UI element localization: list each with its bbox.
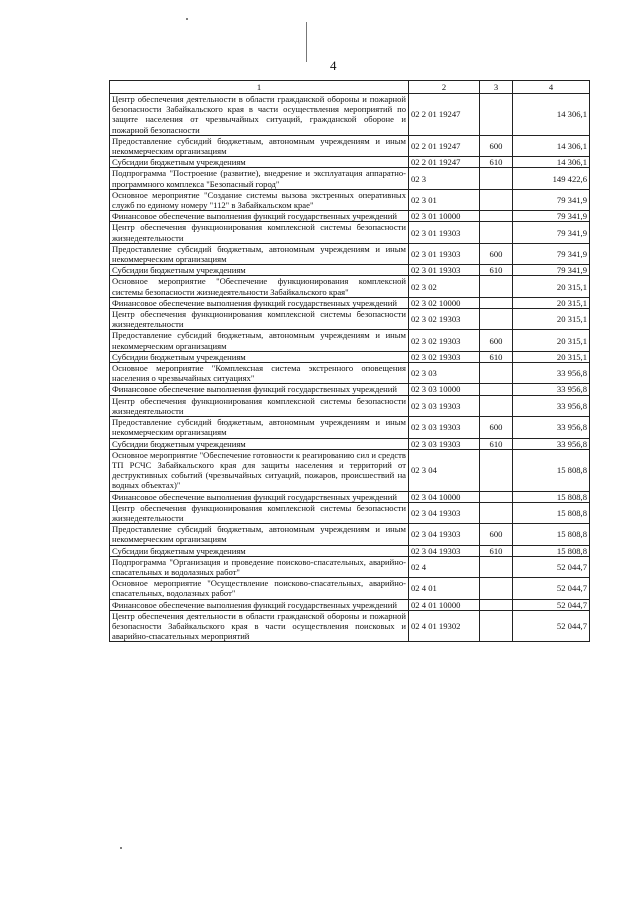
table-row xyxy=(110,168,590,189)
row-name: Субсидии бюджетным учреждениям xyxy=(110,351,409,362)
row-expense-type xyxy=(480,94,513,136)
row-code: 02 3 03 19303 xyxy=(409,417,480,438)
row-amount: 33 956,8 xyxy=(513,395,590,416)
row-name: Предоставление субсидий бюджетным, автономным учреждениям и иным некоммерческим организациям xyxy=(110,524,409,545)
row-expense-type xyxy=(480,297,513,308)
table-row xyxy=(110,94,590,136)
row-name: Предоставление субсидий бюджетным, автономным учреждениям и иным некоммерческим организациям xyxy=(110,135,409,156)
row-expense-type xyxy=(480,363,513,384)
page-number: 4 xyxy=(330,58,337,73)
row-code: 02 3 xyxy=(409,168,480,189)
row-name: Субсидии бюджетным учреждениям xyxy=(110,545,409,556)
table-row xyxy=(110,502,590,523)
row-expense-type xyxy=(480,502,513,523)
row-name: Предоставление субсидий бюджетным, автономным учреждениям и иным некоммерческим организациям xyxy=(110,417,409,438)
table-row xyxy=(110,395,590,416)
row-expense-type xyxy=(480,168,513,189)
table-row xyxy=(110,135,590,156)
table-row xyxy=(110,297,590,308)
row-code: 02 3 03 19303 xyxy=(409,438,480,449)
row-amount: 15 808,8 xyxy=(513,449,590,491)
row-name: Финансовое обеспечение выполнения функций государственных учреждений xyxy=(110,491,409,502)
row-amount: 149 422,6 xyxy=(513,168,590,189)
row-expense-type: 610 xyxy=(480,157,513,168)
row-expense-type xyxy=(480,276,513,297)
row-name: Субсидии бюджетным учреждениям xyxy=(110,438,409,449)
row-code: 02 3 01 19303 xyxy=(409,265,480,276)
row-name: Финансовое обеспечение выполнения функций государственных учреждений xyxy=(110,297,409,308)
row-name: Финансовое обеспечение выполнения функций государственных учреждений xyxy=(110,384,409,395)
budget-table xyxy=(109,80,590,642)
row-code: 02 3 02 19303 xyxy=(409,351,480,362)
table-row xyxy=(110,351,590,362)
row-expense-type xyxy=(480,189,513,210)
row-expense-type xyxy=(480,578,513,599)
row-name: Основное мероприятие "Обеспечение функционирования комплексной системы безопасности жизнедеятельности Забайкальского края" xyxy=(110,276,409,297)
row-name: Основное мероприятие "Обеспечение готовности к реагированию сил и средств ТП РСЧС Забайкальского края для защиты населения и территорий от деструктивных событий (чрезвычайных ситуаций, пожаров, происшествий на водных объектах)" xyxy=(110,449,409,491)
row-name: Финансовое обеспечение выполнения функций государственных учреждений xyxy=(110,599,409,610)
row-amount: 20 315,1 xyxy=(513,330,590,351)
row-name: Центр обеспечения функционирования комплексной системы безопасности жизнедеятельности xyxy=(110,309,409,330)
row-code: 02 3 01 10000 xyxy=(409,211,480,222)
row-expense-type xyxy=(480,449,513,491)
table-row xyxy=(110,309,590,330)
row-name: Субсидии бюджетным учреждениям xyxy=(110,157,409,168)
column-header-amount: 4 xyxy=(513,81,590,94)
row-code: 02 3 03 19303 xyxy=(409,395,480,416)
row-code: 02 3 04 xyxy=(409,449,480,491)
row-amount: 15 808,8 xyxy=(513,545,590,556)
row-name: Предоставление субсидий бюджетным, автономным учреждениям и иным некоммерческим организациям xyxy=(110,243,409,264)
row-expense-type: 600 xyxy=(480,135,513,156)
row-amount: 79 341,9 xyxy=(513,211,590,222)
scan-speck xyxy=(186,18,188,20)
table-row xyxy=(110,556,590,577)
row-code: 02 3 04 19303 xyxy=(409,502,480,523)
row-expense-type xyxy=(480,384,513,395)
row-expense-type xyxy=(480,556,513,577)
table-row xyxy=(110,363,590,384)
row-code: 02 3 04 19303 xyxy=(409,524,480,545)
row-expense-type: 610 xyxy=(480,351,513,362)
table-header-row xyxy=(110,81,590,94)
table-row xyxy=(110,417,590,438)
row-amount: 14 306,1 xyxy=(513,135,590,156)
table-row xyxy=(110,276,590,297)
row-code: 02 3 03 10000 xyxy=(409,384,480,395)
row-name: Центр обеспечения функционирования комплексной системы безопасности жизнедеятельности xyxy=(110,502,409,523)
row-code: 02 3 02 10000 xyxy=(409,297,480,308)
table-row xyxy=(110,599,590,610)
row-code: 02 3 04 19303 xyxy=(409,545,480,556)
row-amount: 52 044,7 xyxy=(513,556,590,577)
row-amount: 33 956,8 xyxy=(513,363,590,384)
row-name: Финансовое обеспечение выполнения функций государственных учреждений xyxy=(110,211,409,222)
row-code: 02 3 04 10000 xyxy=(409,491,480,502)
row-expense-type: 610 xyxy=(480,265,513,276)
row-expense-type: 610 xyxy=(480,545,513,556)
table-row xyxy=(110,449,590,491)
row-code: 02 3 01 xyxy=(409,189,480,210)
row-expense-type xyxy=(480,599,513,610)
row-expense-type xyxy=(480,395,513,416)
row-amount: 52 044,7 xyxy=(513,578,590,599)
row-amount: 52 044,7 xyxy=(513,599,590,610)
row-amount: 15 808,8 xyxy=(513,524,590,545)
row-name: Центр обеспечения деятельности в области гражданской обороны и пожарной безопасности Забайкальского края в части осуществления поисковых и аварийно-спасательных мероприятий xyxy=(110,610,409,642)
table-row xyxy=(110,189,590,210)
row-name: Центр обеспечения функционирования комплексной системы безопасности жизнедеятельности xyxy=(110,395,409,416)
row-code: 02 4 01 19302 xyxy=(409,610,480,642)
table-row xyxy=(110,243,590,264)
row-amount: 15 808,8 xyxy=(513,491,590,502)
row-expense-type: 600 xyxy=(480,330,513,351)
column-header-name: 1 xyxy=(110,81,409,94)
row-expense-type xyxy=(480,610,513,642)
table-row xyxy=(110,265,590,276)
row-amount: 20 315,1 xyxy=(513,351,590,362)
row-amount: 79 341,9 xyxy=(513,243,590,264)
table-row xyxy=(110,157,590,168)
row-code: 02 3 01 19303 xyxy=(409,243,480,264)
table-row xyxy=(110,211,590,222)
scan-speck xyxy=(120,847,122,849)
table-row xyxy=(110,384,590,395)
row-amount: 14 306,1 xyxy=(513,94,590,136)
row-amount: 33 956,8 xyxy=(513,417,590,438)
row-amount: 15 808,8 xyxy=(513,502,590,523)
table-row xyxy=(110,491,590,502)
row-amount: 20 315,1 xyxy=(513,309,590,330)
row-amount: 20 315,1 xyxy=(513,276,590,297)
row-amount: 20 315,1 xyxy=(513,297,590,308)
row-name: Основное мероприятие "Осуществление поисково-спасательных, аварийно-спасательных, водолазных работ" xyxy=(110,578,409,599)
column-header-code: 2 xyxy=(409,81,480,94)
table-row xyxy=(110,610,590,642)
row-name: Подпрограмма "Организация и проведение поисково-спасательных, аварийно-спасательных и водолазных работ" xyxy=(110,556,409,577)
row-name: Подпрограмма "Построение (развитие), внедрение и эксплуатация аппаратно-программного комплекса "Безопасный город" xyxy=(110,168,409,189)
row-code: 02 2 01 19247 xyxy=(409,94,480,136)
table-body xyxy=(110,94,590,642)
row-code: 02 2 01 19247 xyxy=(409,157,480,168)
row-code: 02 4 01 xyxy=(409,578,480,599)
row-code: 02 3 02 xyxy=(409,276,480,297)
row-name: Центр обеспечения деятельности в области гражданской обороны и пожарной безопасности Забайкальского края в части осуществления мероприятий по защите населения от чрезвычайных ситуаций, гражданской обороне и пожарной безопасности xyxy=(110,94,409,136)
row-code: 02 3 03 xyxy=(409,363,480,384)
row-amount: 79 341,9 xyxy=(513,222,590,243)
row-expense-type xyxy=(480,309,513,330)
table-row xyxy=(110,545,590,556)
scan-margin-mark xyxy=(306,22,307,62)
row-amount: 14 306,1 xyxy=(513,157,590,168)
row-expense-type: 610 xyxy=(480,438,513,449)
row-expense-type xyxy=(480,491,513,502)
table-row xyxy=(110,438,590,449)
row-name: Основное мероприятие "Комплексная система экстренного оповещения населения о чрезвычайных ситуациях" xyxy=(110,363,409,384)
row-amount: 79 341,9 xyxy=(513,189,590,210)
table-row xyxy=(110,222,590,243)
row-amount: 52 044,7 xyxy=(513,610,590,642)
row-expense-type: 600 xyxy=(480,524,513,545)
row-code: 02 4 01 10000 xyxy=(409,599,480,610)
row-name: Предоставление субсидий бюджетным, автономным учреждениям и иным некоммерческим организациям xyxy=(110,330,409,351)
row-code: 02 2 01 19247 xyxy=(409,135,480,156)
table-row xyxy=(110,578,590,599)
row-code: 02 3 02 19303 xyxy=(409,309,480,330)
column-header-expense-type: 3 xyxy=(480,81,513,94)
table-row xyxy=(110,524,590,545)
row-amount: 33 956,8 xyxy=(513,384,590,395)
row-expense-type xyxy=(480,222,513,243)
row-amount: 33 956,8 xyxy=(513,438,590,449)
row-name: Центр обеспечения функционирования комплексной системы безопасности жизнедеятельности xyxy=(110,222,409,243)
row-name: Основное мероприятие "Создание системы вызова экстренных оперативных служб по единому номеру "112" в Забайкальском крае" xyxy=(110,189,409,210)
row-expense-type: 600 xyxy=(480,417,513,438)
row-amount: 79 341,9 xyxy=(513,265,590,276)
row-code: 02 3 02 19303 xyxy=(409,330,480,351)
row-expense-type xyxy=(480,211,513,222)
row-expense-type: 600 xyxy=(480,243,513,264)
row-code: 02 3 01 19303 xyxy=(409,222,480,243)
table-row xyxy=(110,330,590,351)
row-code: 02 4 xyxy=(409,556,480,577)
row-name: Субсидии бюджетным учреждениям xyxy=(110,265,409,276)
